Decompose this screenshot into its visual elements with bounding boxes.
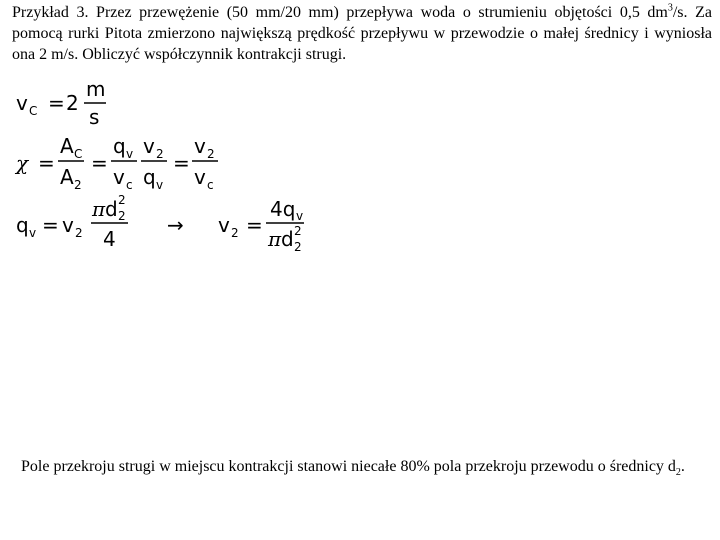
eq2-f2-num-sub: v <box>126 147 134 161</box>
eq2-f3-den: q <box>143 165 156 189</box>
eq3-v: v <box>62 213 74 237</box>
eq2-f1-num: A <box>60 134 74 158</box>
eq3-rhs-num: 4q <box>270 197 296 221</box>
eq2-chi: χ <box>16 151 29 175</box>
eq2-equals-b: = <box>91 151 108 175</box>
eq2-f3-den-sub: v <box>156 178 164 192</box>
cubic-exponent: 3 <box>667 2 673 14</box>
eq2-f1-den: A <box>60 165 74 189</box>
eq2-equals-a: = <box>38 151 55 175</box>
eq2-f2-num: q <box>113 134 126 158</box>
eq3-v-sub: 2 <box>75 226 83 240</box>
equation-velocity-contraction <box>16 77 106 129</box>
eq3-rhs-num-sub: v <box>296 209 304 223</box>
eq3-rhs-den-d: d <box>281 227 294 251</box>
eq3-lhs: q <box>16 213 29 237</box>
conclusion-part1: Pole przekroju strugi w miejscu kontrakcji stanowi niecałe 80% pola przekroju przewodu o średnicy d <box>21 458 676 475</box>
eq1-coef: 2 <box>66 91 79 115</box>
eq2-f1-den-sub: 2 <box>74 178 82 192</box>
problem-statement-part1: Przykład 3. Przez przewężenie (50 mm/20 mm) przepływa woda o strumieniu objętości 0,5 dm <box>12 4 668 21</box>
eq3-num-sub: 2 <box>118 209 126 223</box>
eq2-f3-num-sub: 2 <box>156 147 164 161</box>
equation-contraction-coefficient <box>14 134 218 192</box>
eq2-equals-c: = <box>173 151 190 175</box>
eq3-num-d: d <box>105 197 118 221</box>
eq3-num-pi: π <box>92 197 106 221</box>
eq1-num: m <box>86 77 106 101</box>
eq3-equals: = <box>42 213 59 237</box>
formula-area <box>0 70 720 260</box>
diameter-subscript: 2 <box>675 467 681 479</box>
eq1-lhs-sub: C <box>29 104 38 118</box>
problem-statement <box>12 2 712 65</box>
eq2-f3-num: v <box>143 134 155 158</box>
eq3-rhs-den-sup: 2 <box>294 224 302 238</box>
eq2-f2-den-sub: c <box>126 178 133 192</box>
eq3-rhs: v <box>218 213 230 237</box>
eq2-f4-num: v <box>194 134 206 158</box>
eq1-equals: = <box>48 91 65 115</box>
eq3-den: 4 <box>103 227 116 251</box>
eq1-lhs: v <box>16 91 28 115</box>
eq3-num-sup: 2 <box>118 193 126 207</box>
conclusion-text <box>21 456 711 477</box>
eq3-lhs-sub: v <box>29 226 37 240</box>
equation-flow-rate <box>16 193 304 254</box>
conclusion-end: . <box>680 458 685 475</box>
eq2-f4-den-sub: c <box>207 178 214 192</box>
eq3-rhs-equals: = <box>246 213 263 237</box>
eq2-f1-num-sub: C <box>74 147 83 161</box>
eq2-f2-den: v <box>113 165 125 189</box>
eq3-arrow: → <box>167 213 184 237</box>
eq2-f4-den: v <box>194 165 206 189</box>
problem-statement-part2: /s. Za pomocą rurki Pitota zmierzono największą prędkość przepływu w przewodzie o małej średnicy i wyniosła ona 2 m/s. Obliczyć współczynnik kontrakcji strugi. <box>12 4 712 63</box>
eq1-den: s <box>89 105 100 129</box>
eq3-rhs-den-sub: 2 <box>294 240 302 254</box>
eq2-f4-num-sub: 2 <box>207 147 215 161</box>
eq3-rhs-sub: 2 <box>231 226 239 240</box>
eq3-rhs-den-pi: π <box>268 227 282 251</box>
